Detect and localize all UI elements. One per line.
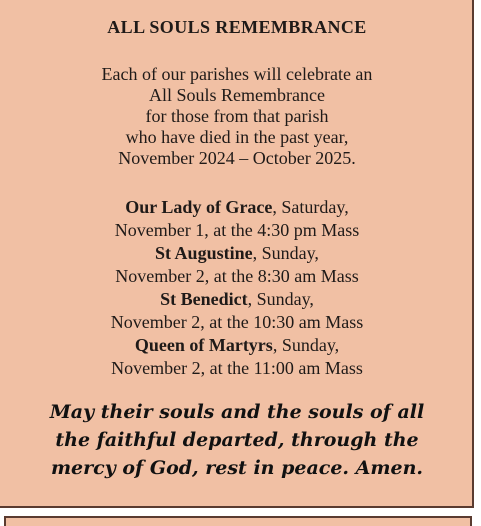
- intro-paragraph: [0, 64, 474, 169]
- mass-heading: [0, 242, 474, 265]
- intro-line: Each of our parishes will celebrate an: [101, 64, 373, 84]
- mass-day: , Sunday,: [272, 335, 340, 355]
- intro-line: for those from that parish: [145, 106, 329, 126]
- parish-name: St Augustine: [155, 243, 253, 263]
- mass-entry-st-benedict: [0, 288, 474, 334]
- next-panel-edge: [4, 516, 472, 526]
- mass-entry-our-lady-of-grace: [0, 196, 474, 242]
- mass-day: , Sunday,: [247, 289, 314, 309]
- notice-title: ALL SOULS REMEMBRANCE: [107, 17, 367, 37]
- mass-day: , Saturday,: [272, 197, 349, 217]
- prayer-line: the faithful departed, through the: [55, 429, 419, 451]
- mass-day: , Sunday,: [252, 243, 319, 263]
- intro-line: November 2024 – October 2025.: [118, 148, 356, 168]
- mass-schedule: [0, 196, 474, 380]
- mass-time: November 1, at the 4:30 pm Mass: [114, 220, 360, 240]
- intro-line: who have died in the past year,: [125, 127, 349, 147]
- mass-time: November 2, at the 8:30 am Mass: [115, 266, 359, 286]
- parish-name: Queen of Martyrs: [134, 335, 273, 355]
- mass-heading: [0, 288, 474, 311]
- mass-entry-st-augustine: [0, 242, 474, 288]
- parish-name: St Benedict: [160, 289, 248, 309]
- mass-heading: [0, 334, 474, 357]
- intro-line: All Souls Remembrance: [149, 85, 325, 105]
- mass-time: November 2, at the 10:30 am Mass: [110, 312, 364, 332]
- prayer-line: mercy of God, rest in peace. Amen.: [50, 457, 424, 479]
- mass-heading: [0, 196, 474, 219]
- parish-name: Our Lady of Grace: [125, 197, 273, 217]
- closing-prayer: [12, 398, 462, 482]
- mass-time: November 2, at the 11:00 am Mass: [111, 358, 363, 378]
- prayer-line: May their souls and the souls of all: [49, 401, 425, 423]
- mass-entry-queen-of-martyrs: [0, 334, 474, 380]
